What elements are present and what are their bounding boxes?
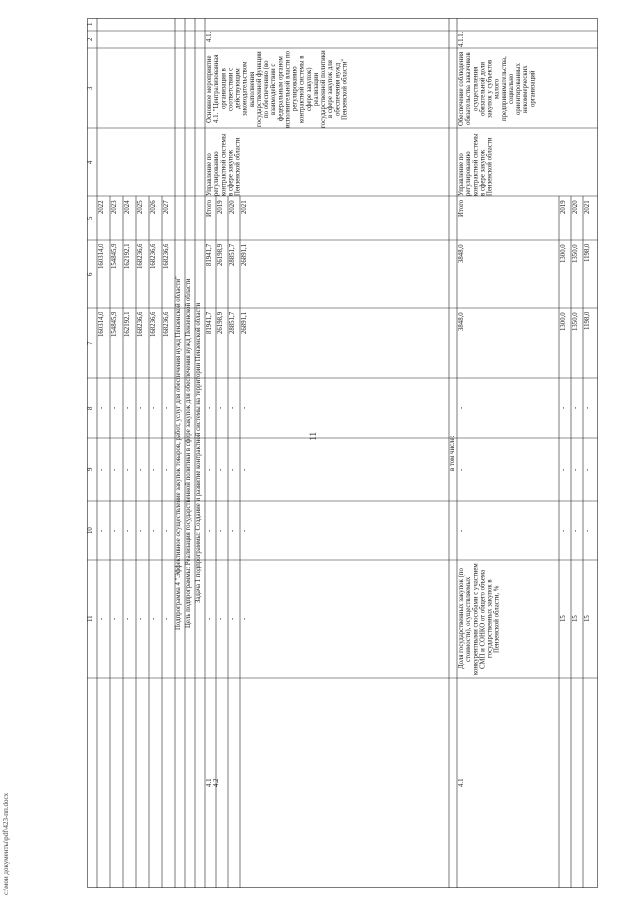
in-that-number-label: в том числе: xyxy=(449,435,456,471)
col-number-5: 5 xyxy=(87,216,94,220)
row-411-name: Обеспечение соблюдения обязательства заказчиков осуществления обязательной доли закупок у субъектов малого предпринимательства, социально ориентированных некоммерческих организаций xyxy=(458,51,537,127)
top-row-value: 154845,9 xyxy=(111,244,118,270)
row-411-indicator-name: Доля государственных закупок (по стоимости), осуществляемых конкурентными способами с участием СМП и СОНКО от общего объема государственных закупок в Пензенской области, % xyxy=(458,563,501,675)
row-411-cell: 1300,0 xyxy=(560,244,567,263)
row-41-cell: 2020 xyxy=(229,200,236,214)
top-row-value: 162192,1 xyxy=(124,312,131,338)
top-row-year: 2022 xyxy=(98,200,105,214)
row-411-cell: - xyxy=(572,468,579,471)
row-411-cell: 15 xyxy=(572,615,579,623)
col-number-4: 4 xyxy=(87,160,94,164)
row-41-cell: 26198,9 xyxy=(217,244,224,267)
row-411-cell: Итого xyxy=(458,200,465,218)
top-row-value: 168236,6 xyxy=(137,244,144,270)
row-411-cell: 3848,0 xyxy=(458,312,465,331)
row-411-cell: 1198,0 xyxy=(584,244,591,263)
row-411-cell: - xyxy=(560,529,567,532)
top-row-year: 2024 xyxy=(124,200,131,214)
row-41-cell: - xyxy=(206,529,213,532)
row-41-cell: - xyxy=(217,529,224,532)
top-row-value: - xyxy=(98,617,105,621)
row-41-cell: 28851,7 xyxy=(229,244,236,267)
top-row-value: 160314,0 xyxy=(98,312,105,338)
row-41-cell: 28851,7 xyxy=(229,312,236,335)
col-number-9: 9 xyxy=(87,467,94,472)
goal-title: Цель подпрограммы: Реализация государственной политики в сфере закупок для обеспечения нужд Пензенской области xyxy=(185,278,192,628)
top-row-value: - xyxy=(150,406,157,410)
row-411-executor: Управление по регулированию контрактной системы в сфере закупок Пензенской области xyxy=(458,133,494,196)
row-41-cell: - xyxy=(229,468,236,471)
col-number-7: 7 xyxy=(87,341,94,345)
row-411-cell: 2021 xyxy=(584,200,591,214)
top-row-value: - xyxy=(124,406,131,410)
top-row-value: - xyxy=(150,529,157,532)
col-number-10: 10 xyxy=(87,527,94,534)
row-41-indicator-ref: 4.1 4.2 xyxy=(206,778,221,788)
top-row-value: - xyxy=(111,406,118,410)
row-41-cell: 26891,1 xyxy=(241,312,248,335)
row-411-cell: 3848,0 xyxy=(458,244,465,263)
col-number-3: 3 xyxy=(87,86,94,90)
top-row-value: - xyxy=(137,529,144,532)
col-number-6: 6 xyxy=(87,272,94,276)
row-41-cell: - xyxy=(229,617,236,621)
row-41-cell: - xyxy=(206,406,213,410)
top-row-value: - xyxy=(124,468,131,471)
row-411-cell: - xyxy=(560,468,567,471)
row-41-cell: 81941,7 xyxy=(206,244,213,267)
top-row-value: - xyxy=(98,468,105,471)
row-41-name: Основное мероприятие 4.1. "Централизованная организация в соответствии с действующим законодательством выполнения государственной функции по обеспечению (во взаимодействии с федеральным органом исполнительной власти по регулированию контрактной системы в сфере закупок) реализации государственной политики в сфере закупок для обеспечения нужд Пензенской области" xyxy=(206,50,349,128)
top-row-value: - xyxy=(111,617,118,621)
top-row-value: - xyxy=(111,529,118,532)
row-41-cell: - xyxy=(241,468,248,471)
top-row-value: - xyxy=(163,406,170,410)
page-number: 11 xyxy=(308,432,318,441)
top-row-value: - xyxy=(150,468,157,471)
row-41-cell: - xyxy=(229,529,236,532)
row-411-cell: 15 xyxy=(560,615,567,623)
top-row-value: 162192,1 xyxy=(124,244,131,270)
row-41-executor: Управление по регулированию контрактной системы в сфере закупок Пензенской области xyxy=(206,133,242,196)
row-411-cell: - xyxy=(458,406,465,410)
task-title: Задача 1 подпрограммы: Создание и развитие контрактной системы на территории Пензенской области xyxy=(195,302,202,604)
row-411-cell: - xyxy=(584,468,591,471)
row-41-cell: 26891,1 xyxy=(241,244,248,267)
top-row-value: - xyxy=(150,617,157,621)
row-41-cell: - xyxy=(206,468,213,471)
row-411-cell: 1198,0 xyxy=(584,312,591,331)
row-41-cell: 2019 xyxy=(217,200,224,214)
top-row-value: 168236,6 xyxy=(163,244,170,270)
row-411-cell: 2019 xyxy=(560,200,567,214)
row-41-number: 4.1. xyxy=(206,32,213,43)
top-row-value: 168236,6 xyxy=(150,312,157,338)
top-row-value: - xyxy=(98,406,105,410)
col-number-2: 2 xyxy=(87,37,94,42)
row-41-cell: 26198,9 xyxy=(217,312,224,335)
col-number-8: 8 xyxy=(87,406,94,410)
top-row-year: 2027 xyxy=(163,200,170,214)
row-411-cell: - xyxy=(560,406,567,410)
row-41-cell: - xyxy=(241,406,248,410)
row-41-cell: 81941,7 xyxy=(206,312,213,335)
top-row-value: - xyxy=(124,617,131,621)
row-411-number: 4.1.1. xyxy=(458,32,465,48)
top-row-value: - xyxy=(137,406,144,410)
row-41-cell: - xyxy=(241,529,248,532)
subprogram-title: Подпрограмма 4 "Эффективное осуществление закупок товаров, работ, услуг для обеспечения нужд Пензенской области" xyxy=(175,276,182,630)
row-411-indicator-ref: 4.1 xyxy=(458,778,465,788)
row-411-cell: 1350,0 xyxy=(572,244,579,263)
top-row-value: - xyxy=(111,468,118,471)
footer-file-path: c:\мои документы\pdf\423-пп.docx xyxy=(2,792,10,895)
col-number-11: 11 xyxy=(87,615,94,623)
top-row-value: - xyxy=(98,529,105,532)
top-row-value: 154845,9 xyxy=(111,312,118,338)
rotated-table xyxy=(87,18,598,888)
row-41-cell: - xyxy=(229,406,236,410)
row-41-cell: - xyxy=(217,617,224,621)
row-411-cell: 2020 xyxy=(572,200,579,214)
row-411-cell: 15 xyxy=(584,615,591,623)
top-row-year: 2023 xyxy=(111,200,118,214)
top-row-year: 2026 xyxy=(150,200,157,214)
row-41-cell: Итого xyxy=(206,200,213,218)
row-411-cell: - xyxy=(458,529,465,532)
top-row-value: 168236,6 xyxy=(150,244,157,270)
row-411-cell: 1350,0 xyxy=(572,312,579,331)
top-row-value: 160314,0 xyxy=(98,244,105,270)
row-411-cell: - xyxy=(458,468,465,471)
top-row-value: 168236,6 xyxy=(163,312,170,338)
row-411-cell: - xyxy=(572,406,579,410)
row-41-cell: - xyxy=(217,406,224,410)
top-row-value: - xyxy=(137,468,144,471)
top-row-value: - xyxy=(137,617,144,621)
row-41-cell: - xyxy=(217,468,224,471)
col-number-1: 1 xyxy=(87,22,94,27)
top-row-value: 168236,6 xyxy=(137,312,144,338)
top-row-year: 2025 xyxy=(137,200,144,214)
row-41-cell: 2021 xyxy=(241,200,248,214)
row-41-cell: - xyxy=(241,617,248,621)
top-row-value: - xyxy=(124,529,131,532)
row-411-cell: 1300,0 xyxy=(560,312,567,331)
top-row-value: - xyxy=(163,617,170,621)
top-row-value: - xyxy=(163,468,170,471)
row-411-cell: - xyxy=(584,529,591,532)
top-row-value: - xyxy=(163,529,170,532)
row-411-cell: - xyxy=(572,529,579,532)
row-41-cell: - xyxy=(206,617,213,621)
row-411-cell: - xyxy=(584,406,591,410)
